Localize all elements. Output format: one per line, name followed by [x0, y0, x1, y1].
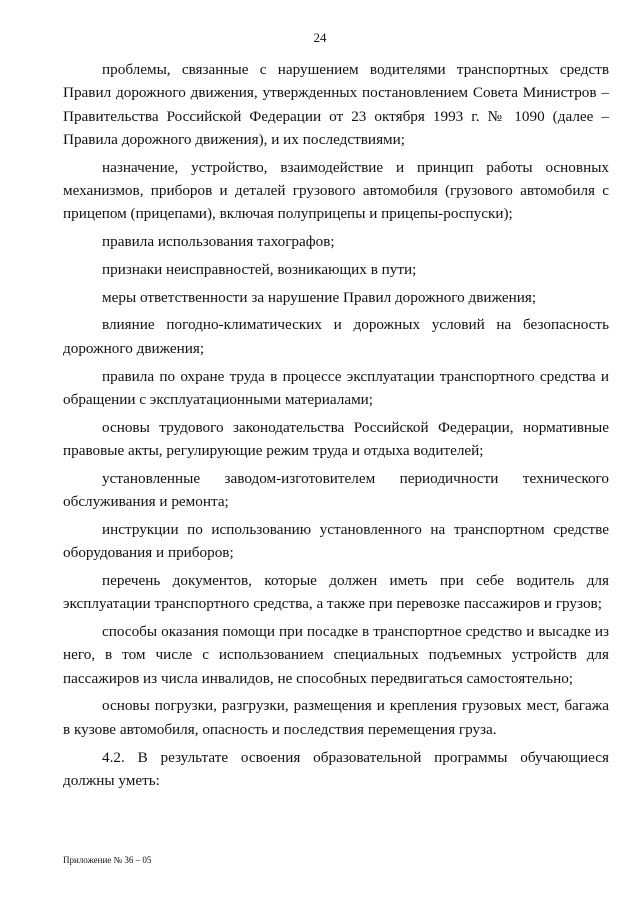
page-number: 24 — [313, 30, 327, 45]
paragraph: основы трудового законодательства Российской Федерации, нормативные правовые акты, регулирующие режим труда и отдыха водителей; — [63, 418, 609, 459]
paragraph: перечень документов, которые должен иметь при себе водитель для эксплуатации транспортного средства, а также при перевозке пассажиров и грузов; — [63, 571, 609, 613]
paragraph: проблемы, связанные с нарушением водителями транспортных средств Правил дорожного движения, утвержденных постановлением Совета Министров – Правительства Российской Федерации от 23 октября 1993 г. № 1090 (далее – Правила дорожного движения), и их последствиями; — [63, 61, 609, 148]
document-body — [63, 58, 609, 797]
footer-note: Приложение № 36 – 05 — [63, 855, 152, 865]
paragraph: инструкции по использованию установленного на транспортном средстве оборудования и приборов; — [63, 520, 609, 562]
paragraph: правила использования тахографов; — [102, 233, 335, 251]
paragraph: влияние погодно-климатических и дорожных условий на безопасность дорожного движения; — [63, 316, 609, 357]
paragraph: признаки неисправностей, возникающих в пути; — [102, 260, 417, 278]
paragraph: основы погрузки, разгрузки, размещения и крепления грузовых мест, багажа в кузове автомобиля, опасность и последствия перемещения груза. — [63, 697, 609, 738]
section-heading-paragraph: 4.2. В результате освоения образовательной программы обучающиеся должны уметь: — [63, 748, 609, 789]
paragraph: правила по охране труда в процессе эксплуатации транспортного средства и обращении с эксплуатационными материалами; — [63, 367, 609, 408]
paragraph: меры ответственности за нарушение Правил дорожного движения; — [102, 288, 537, 306]
paragraph: способы оказания помощи при посадке в транспортное средство и высадке из него, в том числе с использованием специальных подъемных устройств для пассажиров из числа инвалидов, не способных передвигаться самостоятельно; — [63, 623, 609, 687]
paragraph: установленные заводом-изготовителем периодичности технического обслуживания и ремонта; — [63, 469, 609, 511]
paragraph: назначение, устройство, взаимодействие и принцип работы основных механизмов, приборов и деталей грузового автомобиля (грузового автомобиля с прицепом (прицепами), включая полуприцепы и прицепы-роспуски); — [63, 158, 609, 223]
